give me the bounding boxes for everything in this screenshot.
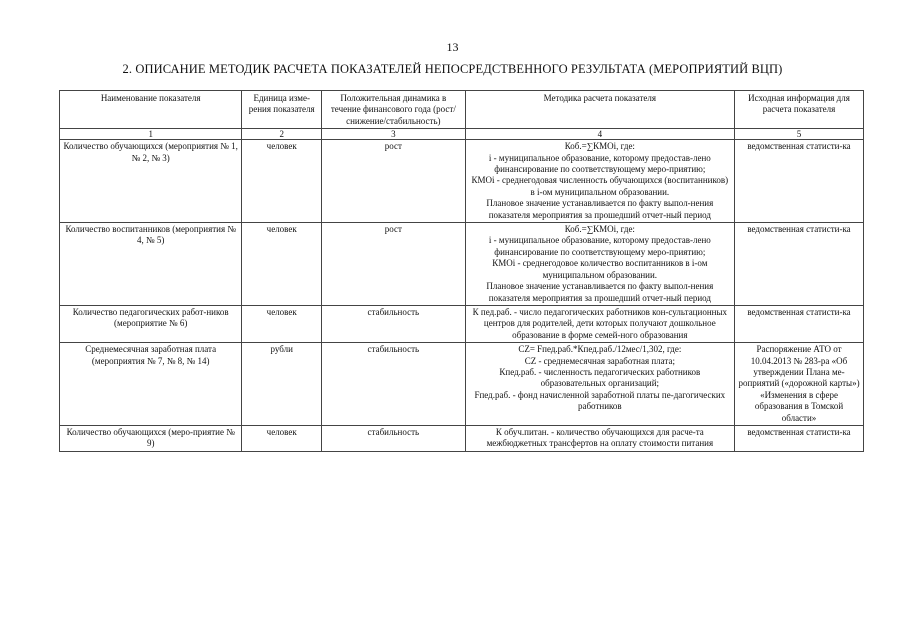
method-cell <box>465 305 734 342</box>
page-number: 13 <box>446 40 459 54</box>
unit-cell: человек <box>242 425 322 451</box>
column-number: 3 <box>322 129 466 140</box>
source-cell: ведомственная статисти-ка <box>735 425 864 451</box>
source-cell: ведомственная статисти-ка <box>735 140 864 223</box>
table-row <box>60 223 864 306</box>
dynamics-cell: стабильность <box>322 425 466 451</box>
method-cell <box>465 343 734 426</box>
method-line: Коб.=∑КМОi, где: <box>564 141 635 152</box>
source-cell: ведомственная статисти-ка <box>735 223 864 306</box>
indicator-name: Количество педагогических работ-ников (мероприятие № 6) <box>60 305 242 342</box>
indicator-name: Количество обучающихся (мероприятия № 1, № 2, № 3) <box>60 140 242 223</box>
section-title: 2. ОПИСАНИЕ МЕТОДИК РАСЧЕТА ПОКАЗАТЕЛЕЙ НЕПОСРЕДСТВЕННОГО РЕЗУЛЬТАТА (МЕРОПРИЯТИЙ ВЦП) <box>122 62 783 76</box>
column-number: 2 <box>242 129 322 140</box>
column-number: 1 <box>60 129 242 140</box>
indicator-name: Среднемесячная заработная плата (мероприятия № 7, № 8, № 14) <box>60 343 242 426</box>
table-row <box>60 305 864 342</box>
method-line: К пед.раб. - число педагогических работников кон-сультационных центров для родителей, дети которых получают дошкольное образование в форме семей-ного образования <box>472 306 727 340</box>
header-unit: Единица изме-рения показателя <box>242 91 322 129</box>
header-dynamics: Положительная динамика в течение финансового года (рост/снижение/стабильность) <box>322 91 466 129</box>
method-cell <box>465 425 734 451</box>
indicator-name: Количество обучающихся (меро-приятие № 9) <box>60 425 242 451</box>
column-number-row <box>60 129 864 140</box>
dynamics-cell: стабильность <box>322 305 466 342</box>
method-line: i - муниципальное образование, которому предостав-лено финансирование по соответствующему меро-приятию; <box>488 235 711 257</box>
column-number: 5 <box>735 129 864 140</box>
method-line: CZ= Fпед.раб.*Кпед.раб./12мес/1,302, где: <box>518 344 682 355</box>
source-cell: Распоряжение АТО от 10.04.2013 № 283-ра «Об утверждении Плана ме-роприятий («дорожной карты») «Изменения в сфере образования в Томской области» <box>735 343 864 426</box>
method-line: КМОi - среднегодовая численность обучающихся (воспитанников) в i-ом муниципальном образовании. <box>471 175 729 197</box>
table-header-row <box>60 91 864 129</box>
method-cell <box>465 140 734 223</box>
table-row <box>60 425 864 451</box>
method-line: i - муниципальное образование, которому предостав-лено финансирование по соответствующему меро-приятию; <box>488 152 711 175</box>
method-line: Коб.=∑КМОi, где: <box>564 224 635 235</box>
method-line: Кпед.раб. - численность педагогических работников образовательных организаций; <box>499 366 701 389</box>
table-row <box>60 343 864 426</box>
unit-cell: рубли <box>242 343 322 426</box>
unit-cell: человек <box>242 223 322 306</box>
header-indicator-name: Наименование показателя <box>60 91 242 129</box>
dynamics-cell: стабильность <box>322 343 466 426</box>
table-row <box>60 140 864 223</box>
dynamics-cell: рост <box>322 223 466 306</box>
header-method: Методика расчета показателя <box>465 91 734 129</box>
method-line: CZ - среднемесячная заработная плата; <box>524 355 675 366</box>
header-source: Исходная информация для расчета показателя <box>735 91 864 129</box>
source-cell: ведомственная статисти-ка <box>735 305 864 342</box>
indicators-table <box>59 90 864 452</box>
method-line: К обуч.питан. - количество обучающихся для расче-та межбюджетных трансфертов на оплату стоимости питания <box>486 426 714 449</box>
method-line: Плановое значение устанавливается по факту выпол-нения показателя мероприятия за прошедший отчет-ный период <box>486 198 714 220</box>
method-line: КМОi - среднегодовое количество воспитанников в i-ом муниципальном образовании. <box>492 258 708 280</box>
method-line: Плановое значение устанавливается по факту выпол-нения показателя мероприятия за прошедший отчет-ный период <box>486 281 714 303</box>
unit-cell: человек <box>242 140 322 223</box>
unit-cell: человек <box>242 305 322 342</box>
indicator-name: Количество воспитанников (мероприятия № 4, № 5) <box>60 223 242 306</box>
dynamics-cell: рост <box>322 140 466 223</box>
method-cell <box>465 223 734 306</box>
column-number: 4 <box>465 129 734 140</box>
method-line: Fпед.раб. - фонд начисленной заработной платы пе-дагогических работников <box>474 389 726 412</box>
